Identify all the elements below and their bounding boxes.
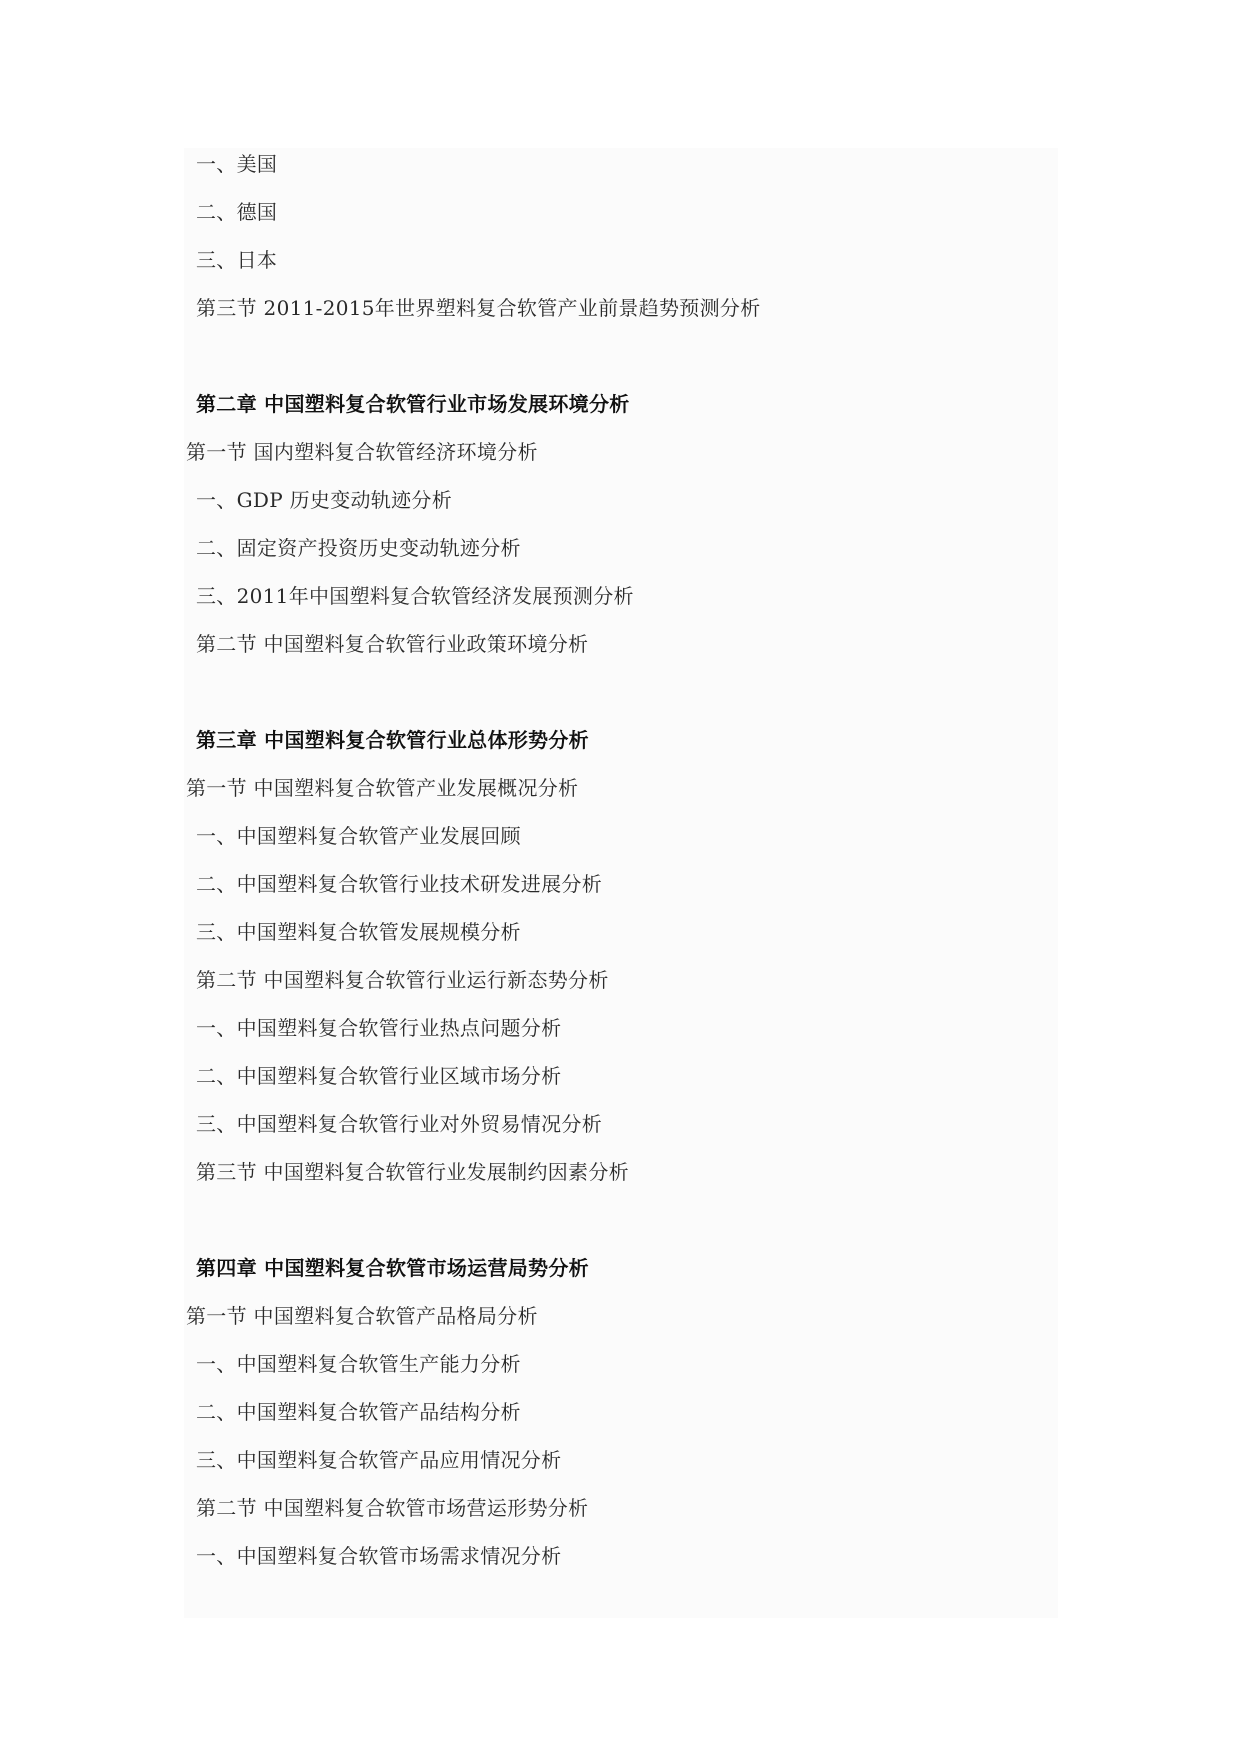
list-item: 三、中国塑料复合软管产品应用情况分析 xyxy=(196,1448,562,1472)
section-item: 第二节 中国塑料复合软管行业运行新态势分析 xyxy=(196,968,609,992)
section-item: 第一节 中国塑料复合软管产业发展概况分析 xyxy=(186,776,579,800)
section-item: 第二节 中国塑料复合软管市场营运形势分析 xyxy=(196,1496,589,1520)
section-item: 第一节 中国塑料复合软管产品格局分析 xyxy=(186,1304,538,1328)
list-item: 二、中国塑料复合软管行业区域市场分析 xyxy=(196,1064,562,1088)
list-item: 一、GDP 历史变动轨迹分析 xyxy=(196,488,453,512)
list-item: 一、中国塑料复合软管市场需求情况分析 xyxy=(196,1544,562,1568)
list-item: 三、中国塑料复合软管发展规模分析 xyxy=(196,920,521,944)
chapter-heading: 第三章 中国塑料复合软管行业总体形势分析 xyxy=(196,728,589,752)
list-item: 一、中国塑料复合软管生产能力分析 xyxy=(196,1352,521,1376)
list-item: 三、日本 xyxy=(196,248,278,272)
list-item: 一、美国 xyxy=(196,152,278,176)
list-item: 三、中国塑料复合软管行业对外贸易情况分析 xyxy=(196,1112,602,1136)
section-item: 第二节 中国塑料复合软管行业政策环境分析 xyxy=(196,632,589,656)
list-item: 三、2011年中国塑料复合软管经济发展预测分析 xyxy=(196,584,634,608)
section-item: 第三节 2011-2015年世界塑料复合软管产业前景趋势预测分析 xyxy=(196,296,761,320)
chapter-heading: 第二章 中国塑料复合软管行业市场发展环境分析 xyxy=(196,392,630,416)
list-item: 一、中国塑料复合软管产业发展回顾 xyxy=(196,824,521,848)
list-item: 二、中国塑料复合软管产品结构分析 xyxy=(196,1400,521,1424)
section-item: 第一节 国内塑料复合软管经济环境分析 xyxy=(186,440,538,464)
list-item: 二、中国塑料复合软管行业技术研发进展分析 xyxy=(196,872,602,896)
section-item: 第三节 中国塑料复合软管行业发展制约因素分析 xyxy=(196,1160,629,1184)
list-item: 一、中国塑料复合软管行业热点问题分析 xyxy=(196,1016,562,1040)
chapter-heading: 第四章 中国塑料复合软管市场运营局势分析 xyxy=(196,1256,589,1280)
list-item: 二、固定资产投资历史变动轨迹分析 xyxy=(196,536,521,560)
list-item: 二、德国 xyxy=(196,200,278,224)
